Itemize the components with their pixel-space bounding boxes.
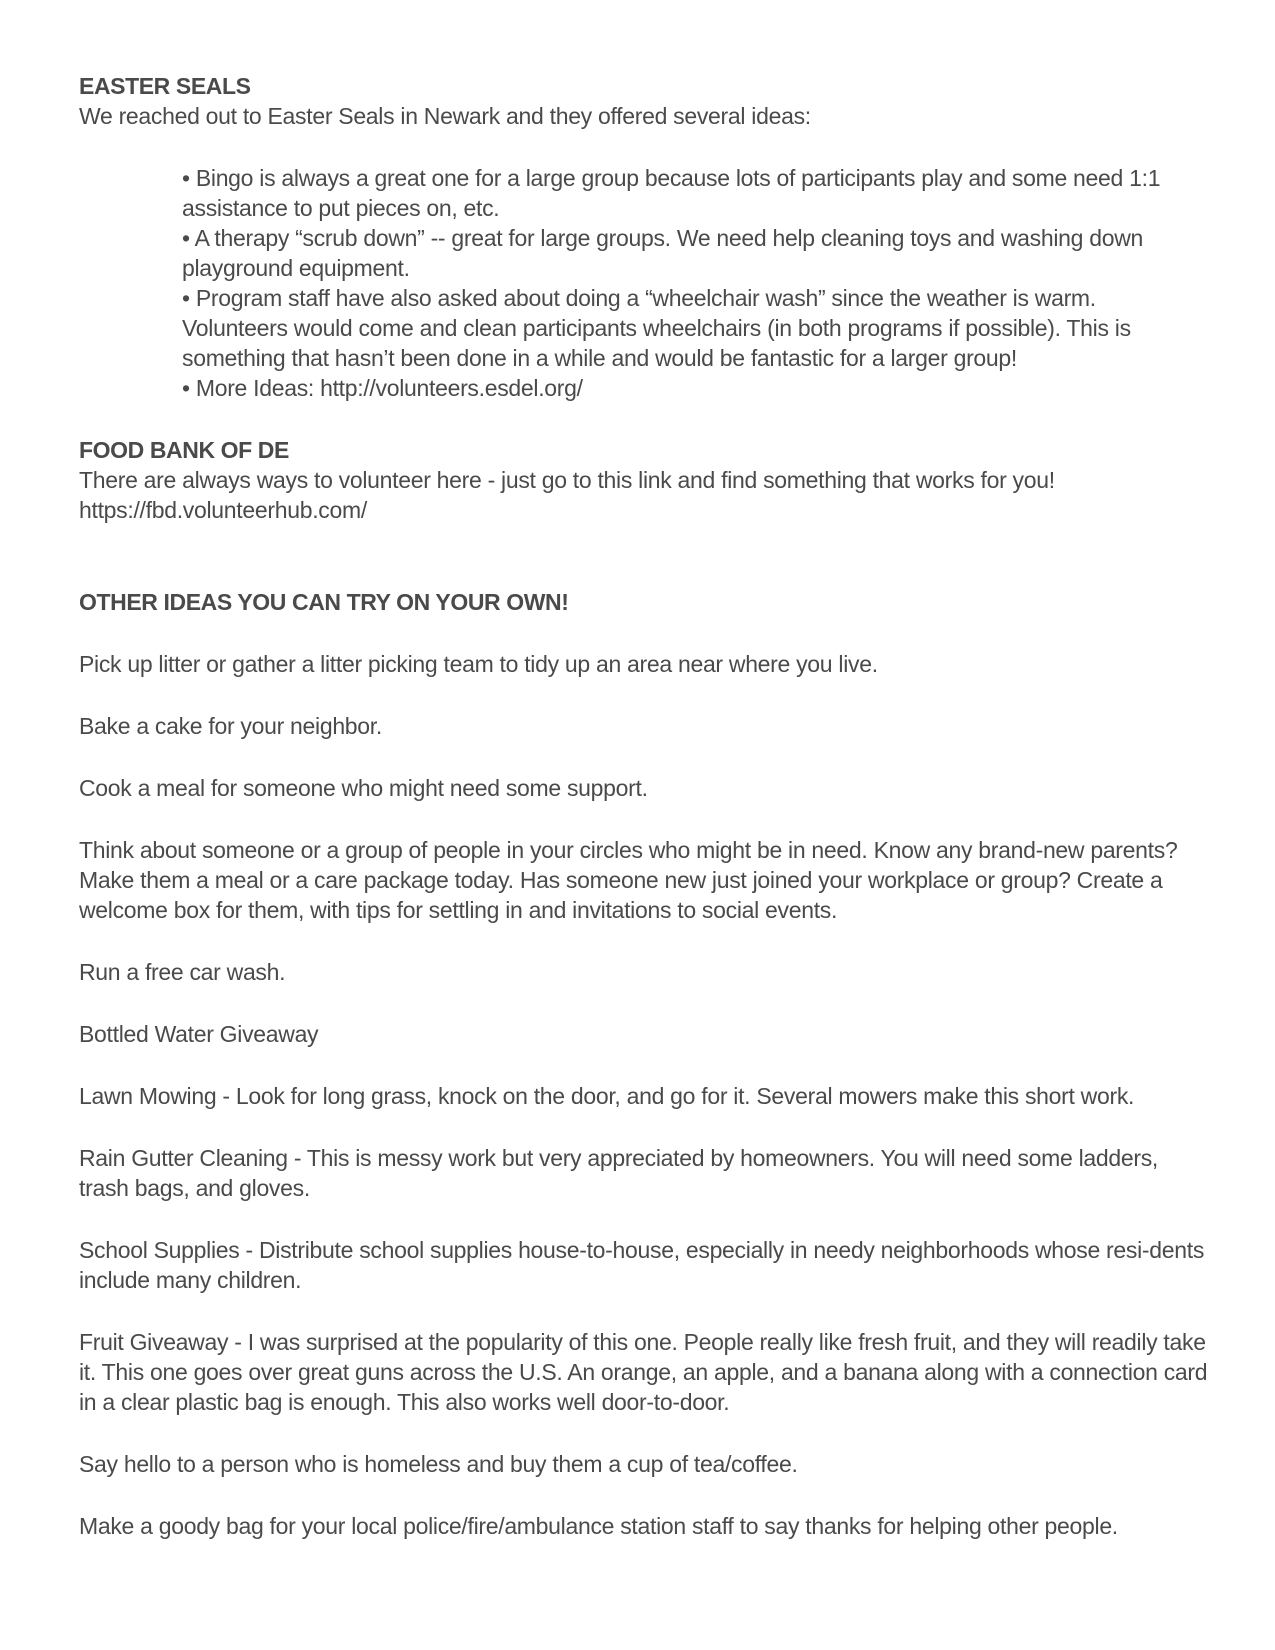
document-page xyxy=(79,71,1209,1541)
bullet-item-wheelchair-wash: • Program staff have also asked about doing a “wheelchair wash” since the weather is warm. Volunteers would come and clean participants wheelchairs (in both programs if possible). This is something that hasn’t been done in a while and would be fantastic for a larger group! xyxy=(182,285,1131,371)
idea-item: Bottled Water Giveaway xyxy=(79,1021,319,1047)
other-ideas-section xyxy=(79,587,1209,1541)
idea-item: School Supplies - Distribute school supplies house-to-house, especially in needy neighborhoods whose resi-dents include many children. xyxy=(79,1237,1205,1293)
food-bank-text: There are always ways to volunteer here - just go to this link and find something that works for you! xyxy=(79,467,1055,493)
food-bank-heading: FOOD BANK OF DE xyxy=(79,437,289,463)
idea-item: Run a free car wash. xyxy=(79,959,286,985)
bullet-item-scrub-down: • A therapy “scrub down” -- great for large groups. We need help cleaning toys and washing down playground equipment. xyxy=(182,225,1144,281)
idea-item: Fruit Giveaway - I was surprised at the popularity of this one. People really like fresh fruit, and they will readily take it. This one goes over great guns across the U.S. An orange, an apple, and a banana along with a connection card in a clear plastic bag is enough. This also works well door-to-door. xyxy=(79,1329,1208,1415)
easter-seals-intro: We reached out to Easter Seals in Newark and they offered several ideas: xyxy=(79,103,811,129)
idea-item: Cook a meal for someone who might need some support. xyxy=(79,775,648,801)
bullet-item-bingo: • Bingo is always a great one for a large group because lots of participants play and some need 1:1 assistance to put pieces on, etc. xyxy=(182,165,1161,221)
idea-item: Make a goody bag for your local police/fire/ambulance station staff to say thanks for helping other people. xyxy=(79,1513,1118,1539)
easter-seals-heading: EASTER SEALS xyxy=(79,73,251,99)
food-bank-section xyxy=(79,435,1209,525)
idea-item: Think about someone or a group of people in your circles who might be in need. Know any brand-new parents? Make them a meal or a care package today. Has someone new just joined your workplace or group? Create a welcome box for them, with tips for settling in and invitations to social events. xyxy=(79,837,1178,923)
other-ideas-heading: OTHER IDEAS YOU CAN TRY ON YOUR OWN! xyxy=(79,589,569,615)
food-bank-link[interactable]: https://fbd.volunteerhub.com/ xyxy=(79,497,367,523)
idea-item: Bake a cake for your neighbor. xyxy=(79,713,382,739)
idea-item: Say hello to a person who is homeless and buy them a cup of tea/coffee. xyxy=(79,1451,798,1477)
idea-item: Rain Gutter Cleaning - This is messy work but very appreciated by homeowners. You will need some ladders, trash bags, and gloves. xyxy=(79,1145,1159,1201)
easter-seals-section xyxy=(79,71,1209,403)
easter-seals-bullet-list xyxy=(182,163,1202,403)
idea-item: Lawn Mowing - Look for long grass, knock on the door, and go for it. Several mowers make this short work. xyxy=(79,1083,1135,1109)
idea-item: Pick up litter or gather a litter picking team to tidy up an area near where you live. xyxy=(79,651,878,677)
bullet-item-more-ideas: • More Ideas: http://volunteers.esdel.org/ xyxy=(182,375,583,401)
